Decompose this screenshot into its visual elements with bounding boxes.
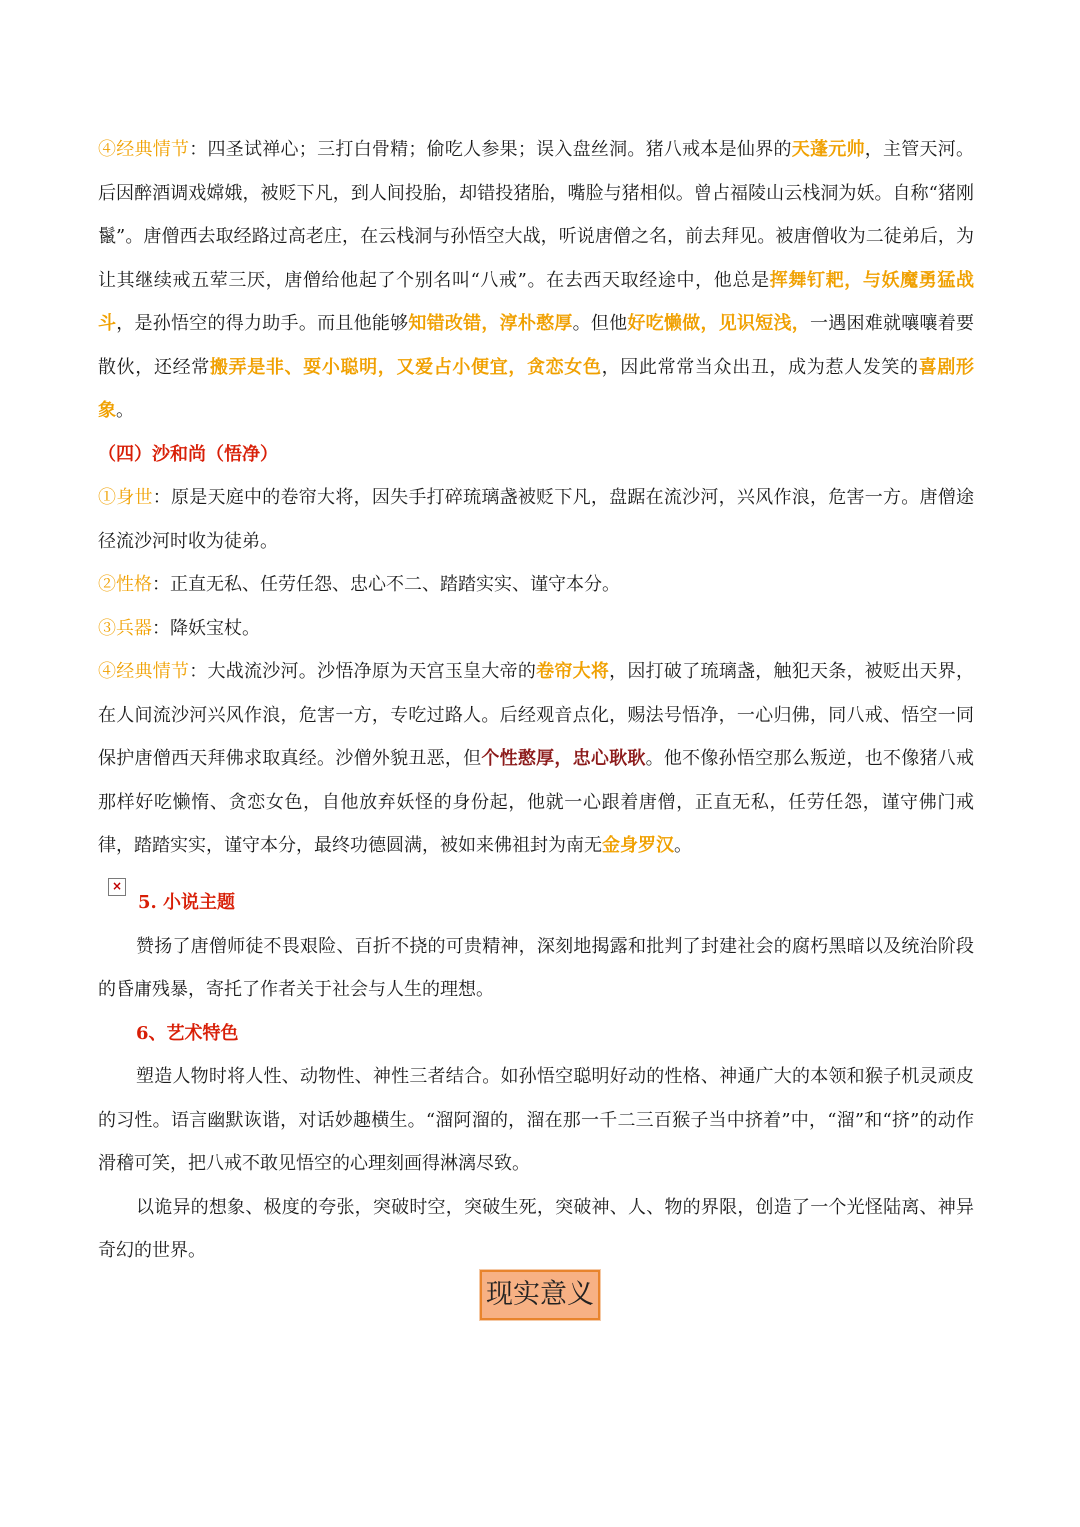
highlight-arhat: 金身罗汉 bbox=[602, 835, 674, 856]
sha-weapon-label: ③兵器 bbox=[98, 617, 152, 639]
sha-plot-label: ④经典情节 bbox=[98, 661, 190, 682]
art-paragraph-2: 以诡异的想象、极度的夸张，突破时空，突破生死，突破神、人、物的界限，创造了一个光怪陆离、神异奇幻的世界。 bbox=[98, 1196, 974, 1261]
highlight-comedy: 喜剧形象 bbox=[98, 356, 975, 421]
highlight-honest: 知错改错，淳朴憨厚 bbox=[408, 313, 573, 334]
zhu-plot-label: ④经典情节 bbox=[98, 139, 190, 160]
sha-heading: （四）沙和尚（悟净） bbox=[98, 443, 278, 465]
sha-character-label: ②性格 bbox=[98, 574, 152, 595]
text-run: ：四圣试禅心；三打白骨精；偷吃人参果；误入盘丝洞。猪八戒本是仙界的 bbox=[189, 139, 792, 160]
text-run: ，主管天河。后因醉酒调戏嫦娥，被贬下凡，到人间投胎，却错投猪胎，嘴脸与猪相似。曾占福陵山云栈洞为妖。自称“猪刚鬣”。唐僧西去取经路过高老庄，在云栈洞与孙悟空大战，听说唐僧之名，前去拜见。被唐僧收为二徒弟后，为让其继续戒五荤三厌，唐僧给他起了个别名叫“八戒”。在去西天取经途中，他总是 bbox=[98, 139, 975, 291]
art-paragraph-1: 塑造人物时将人性、动物性、神性三者结合。如孙悟空聪明好动的性格、神通广大的本领和猴子机灵顽皮的习性。语言幽默诙谐，对话妙趣横生。“溜阿溜的，溜在那一千二三百猴子当中挤着”中，“溜”和“挤”的动作滑稽可笑，把八戒不敢见悟空的心理刻画得淋漓尽致。 bbox=[98, 1066, 974, 1174]
text-run: 一遇困难就嚷嚷着要散伙，还经常 bbox=[98, 313, 975, 378]
art-heading: 6、艺术特色 bbox=[136, 1022, 239, 1044]
text-run: 。他不像孙悟空那么叛逆，也不像猪八戒那样好吃懒惰、贪恋女色，自他放弃妖怪的身份起，他就一心跟着唐僧，正直无私，任劳任怨，谨守佛门戒律，踏踏实实，谨守本分，最终功德圆满，被如来佛祖封为南无 bbox=[98, 748, 974, 856]
sha-character-paragraph bbox=[98, 563, 974, 607]
sha-origin-paragraph bbox=[98, 476, 974, 563]
theme-heading-row bbox=[98, 868, 974, 925]
reality-meaning-button[interactable]: 现实意义 bbox=[480, 1270, 600, 1320]
sha-origin-label: ①身世 bbox=[98, 487, 153, 508]
text-run: 。 bbox=[674, 835, 692, 856]
highlight-flaws: 搬弄是非、耍小聪明，又爱占小便宜，贪恋女色 bbox=[209, 356, 602, 378]
text-run: ：原是天庭中的卷帘大将，因失手打碎琉璃盏被贬下凡，盘踞在流沙河，兴风作浪，危害一方。唐僧途径流沙河时收为徒弟。 bbox=[98, 487, 974, 552]
broken-image-icon: × bbox=[108, 878, 126, 896]
text-run: ，因打破了琉璃盏，触犯天条，被贬出天界，在人间流沙河兴风作浪，危害一方，专吃过路人。后经观音点化，赐法号悟净，一心归佛，同八戒、悟空一同保护唐僧西天拜佛求取真经。沙僧外貌丑恶，但 bbox=[98, 661, 975, 769]
text-run: 。 bbox=[116, 400, 134, 421]
text-run: ：降妖宝杖。 bbox=[152, 617, 260, 639]
document-body bbox=[98, 128, 974, 1273]
sha-classic-plot-paragraph bbox=[98, 650, 974, 868]
highlight-fight: 挥舞钉耙，与妖魔勇猛战斗 bbox=[98, 269, 974, 334]
highlight-loyal: 个性憨厚，忠心耿耿 bbox=[481, 748, 646, 769]
reality-meaning-wrap bbox=[0, 1270, 1080, 1320]
zhu-classic-plot-paragraph bbox=[98, 128, 974, 433]
text-run: ：大战流沙河。沙悟净原为天宫玉皇大帝的 bbox=[189, 661, 537, 682]
text-run: ，因此常常当众出丑，成为惹人发笑的 bbox=[601, 356, 919, 378]
text-run: 。但他 bbox=[572, 313, 628, 334]
highlight-lazy: 好吃懒做，见识短浅， bbox=[627, 313, 810, 334]
text-run: ：正直无私、任劳任怨、忠心不二、踏踏实实、谨守本分。 bbox=[152, 574, 620, 595]
highlight-tianpeng: 天蓬元帅 bbox=[791, 139, 865, 160]
sha-weapon-paragraph bbox=[98, 607, 974, 651]
text-run: ，是孙悟空的得力助手。而且他能够 bbox=[116, 313, 409, 334]
theme-paragraph: 赞扬了唐僧师徒不畏艰险、百折不挠的可贵精神，深刻地揭露和批判了封建社会的腐朽黑暗以及统治阶段的昏庸残暴，寄托了作者关于社会与人生的理想。 bbox=[98, 935, 974, 1000]
theme-heading: 5. 小说主题 bbox=[138, 891, 236, 913]
highlight-juanlian: 卷帘大将 bbox=[536, 661, 610, 682]
